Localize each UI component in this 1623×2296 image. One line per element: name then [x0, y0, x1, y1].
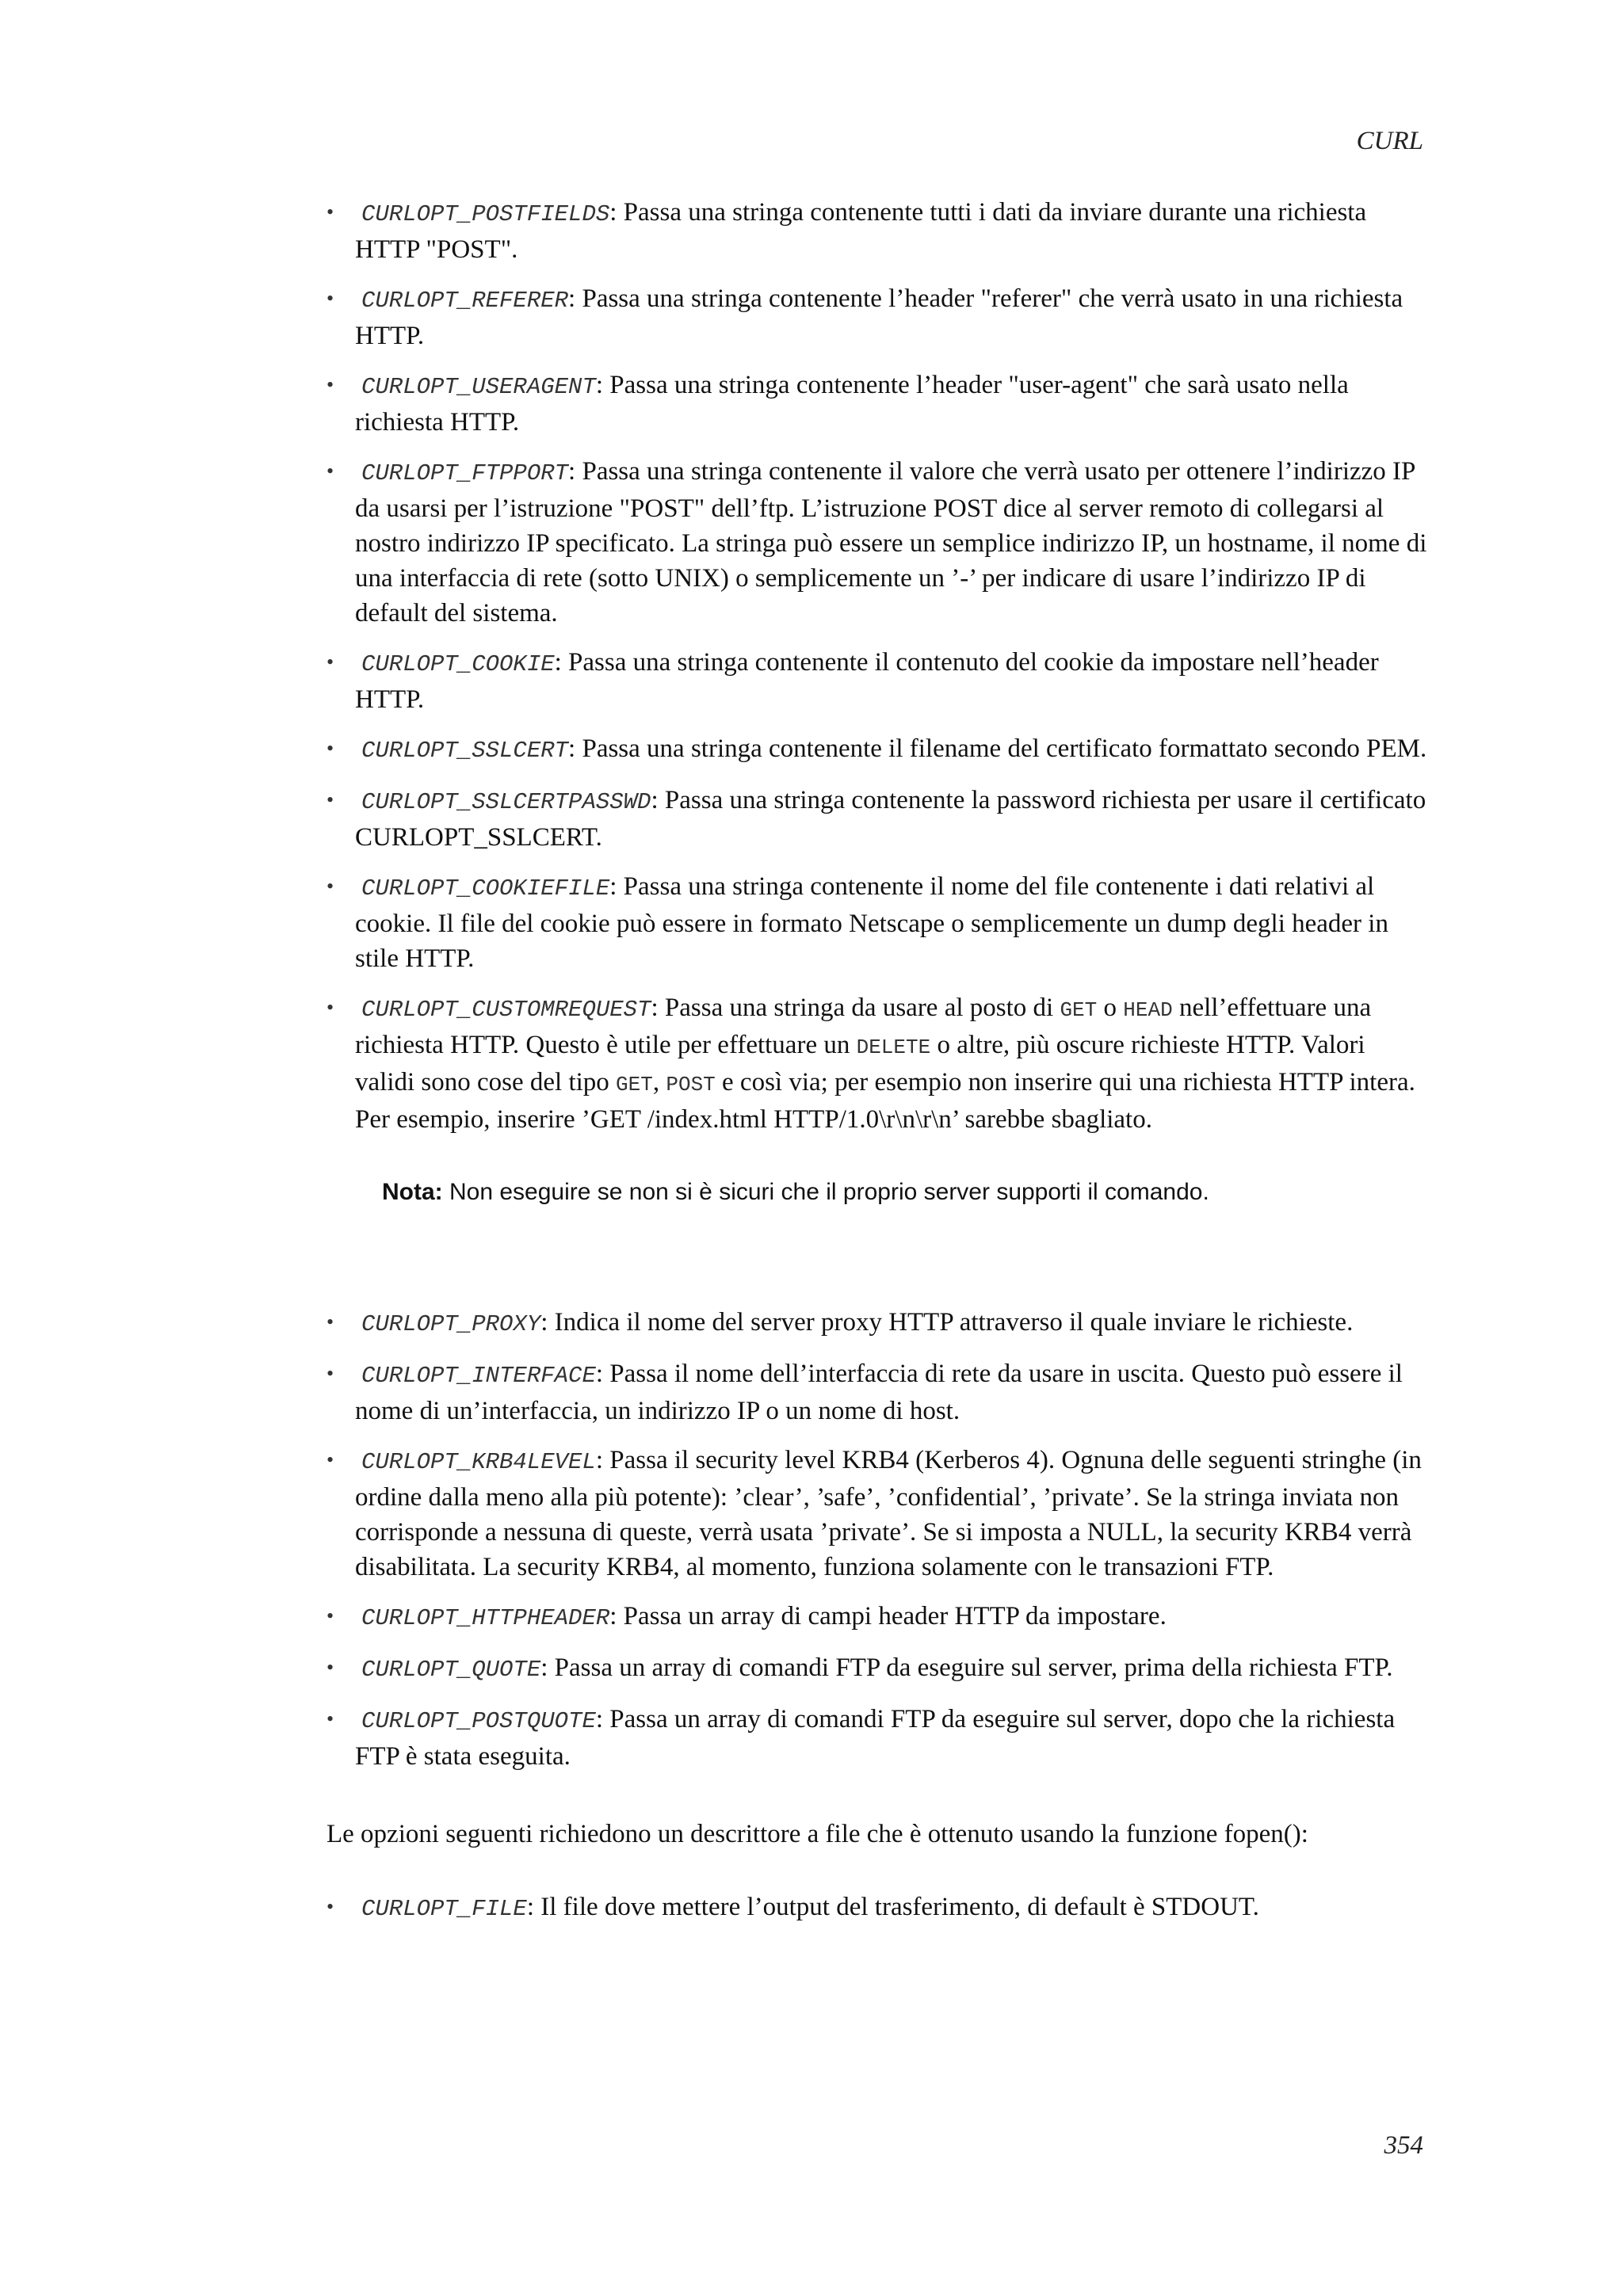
option-name: CURLOPT_SSLCERT	[361, 738, 569, 764]
inline-code: GET	[1060, 998, 1098, 1022]
inline-code: DELETE	[856, 1035, 931, 1059]
bullet-icon: •	[327, 1362, 334, 1385]
option-description: : Passa una stringa contenente la password richiesta per usare il certificato CURLOPT_SSLCERT.	[355, 786, 1426, 852]
option-name: CURLOPT_CUSTOMREQUEST	[361, 997, 651, 1023]
list-item	[327, 1443, 1430, 1585]
option-name: CURLOPT_KRB4LEVEL	[361, 1449, 596, 1475]
option-name: CURLOPT_INTERFACE	[361, 1363, 596, 1389]
inline-code: GET	[616, 1073, 653, 1097]
option-name: CURLOPT_HTTPHEADER	[361, 1605, 610, 1631]
option-description: : Passa il security level KRB4 (Kerberos 4). Ognuna delle seguenti stringhe (in ordine dalla meno alla più potente): ’clear’, ’safe’, ’confidential’, ’private’. Se la stringa inviata non corrisponde a nessuna di queste, verrà usata ’private’. Se si imposta a NULL, la security KRB4 verrà disabilitata. La security KRB4, al momento, funziona solamente con le transazioni FTP.	[355, 1446, 1422, 1581]
option-description: : Il file dove mettere l’output del trasferimento, di default è STDOUT.	[526, 1893, 1259, 1921]
option-name: CURLOPT_PROXY	[361, 1311, 541, 1337]
bullet-icon: •	[327, 1707, 334, 1730]
list-item	[327, 1305, 1430, 1342]
options-list-b	[327, 1305, 1430, 1774]
option-description: : Passa una stringa contenente il filename del certificato formattato secondo PEM.	[568, 734, 1427, 763]
option-description-part: : Passa una stringa da usare al posto di	[651, 994, 1060, 1022]
list-item	[327, 1356, 1430, 1428]
option-description-part: e così via; per esempio non inserire qui una richiesta HTTP intera. Per esempio, inserire ’GET /index.html HTTP/1.0\r\n\r\n’ sarebbe sbagliato.	[355, 1068, 1415, 1134]
bullet-icon: •	[327, 650, 334, 673]
bullet-icon: •	[327, 200, 334, 223]
option-description: : Passa una stringa contenente l’header "user-agent" che sarà usato nella richiesta HTTP.	[355, 371, 1349, 437]
inline-code: HEAD	[1123, 998, 1173, 1022]
list-item	[327, 1702, 1430, 1774]
running-header: CURL	[1356, 127, 1423, 155]
list-item	[327, 195, 1430, 267]
list-item	[327, 783, 1430, 855]
bullet-icon: •	[327, 460, 334, 482]
option-description-part: o	[1097, 994, 1124, 1022]
bullet-icon: •	[327, 1310, 334, 1333]
list-item	[327, 368, 1430, 440]
option-description: : Passa un array di comandi FTP da eseguire sul server, prima della richiesta FTP.	[540, 1653, 1393, 1682]
options-list-a	[327, 195, 1430, 1137]
page-number: 354	[1384, 2131, 1423, 2160]
list-item	[327, 731, 1430, 769]
inline-code: POST	[666, 1073, 716, 1097]
bullet-icon: •	[327, 1656, 334, 1679]
note-label: Nota:	[382, 1179, 443, 1205]
option-name: CURLOPT_FILE	[361, 1896, 527, 1922]
option-name: CURLOPT_QUOTE	[361, 1657, 541, 1683]
list-item	[327, 454, 1430, 631]
option-name: CURLOPT_REFERER	[361, 288, 569, 314]
bullet-icon: •	[327, 1604, 334, 1627]
option-description: : Indica il nome del server proxy HTTP attraverso il quale inviare le richieste.	[540, 1308, 1354, 1337]
bullet-icon: •	[327, 1895, 334, 1918]
note-text: Non eseguire se non si è sicuri che il proprio server supporti il comando.	[442, 1179, 1209, 1205]
bullet-icon: •	[327, 737, 334, 760]
list-item	[327, 1599, 1430, 1636]
option-description: : Passa una stringa contenente il nome del file contenente i dati relativi al cookie. Il file del cookie può essere in formato Netscape o semplicemente un dump degli header in stile HTTP.	[355, 872, 1388, 973]
option-description: : Passa il nome dell’interfaccia di rete da usare in uscita. Questo può essere il nome di un’interfaccia, un indirizzo IP o un nome di host.	[355, 1360, 1403, 1425]
list-item	[327, 281, 1430, 353]
options-list-c	[327, 1890, 1430, 1927]
note-box	[382, 1177, 1430, 1208]
bullet-icon: •	[327, 996, 334, 1019]
page-content	[327, 195, 1430, 1941]
bullet-icon: •	[327, 875, 334, 898]
option-name: CURLOPT_POSTFIELDS	[361, 201, 610, 227]
option-description-part: ,	[652, 1068, 666, 1097]
option-description-part: o altre, più oscure richieste HTTP. Valori validi sono cose del tipo	[355, 1031, 1365, 1097]
list-item	[327, 1650, 1430, 1688]
option-description: : Passa un array di comandi FTP da eseguire sul server, dopo che la richiesta FTP è stata eseguita.	[355, 1705, 1396, 1771]
bullet-icon: •	[327, 287, 334, 310]
bullet-icon: •	[327, 788, 334, 811]
body-paragraph: Le opzioni seguenti richiedono un descrittore a file che è ottenuto usando la funzione fopen():	[327, 1820, 1308, 1848]
option-description-part: nell’effettuare una richiesta HTTP. Questo è utile per effettuare un	[355, 994, 1372, 1059]
option-name: CURLOPT_POSTQUOTE	[361, 1708, 596, 1734]
list-item	[327, 990, 1430, 1137]
list-item	[327, 645, 1430, 717]
option-description: : Passa una stringa contenente tutti i dati da inviare durante una richiesta HTTP "POST".	[355, 198, 1367, 264]
bullet-icon: •	[327, 373, 334, 396]
option-description: : Passa un array di campi header HTTP da impostare.	[609, 1602, 1167, 1630]
option-name: CURLOPT_COOKIE	[361, 651, 555, 677]
list-item	[327, 869, 1430, 976]
option-description: : Passa una stringa contenente il contenuto del cookie da impostare nell’header HTTP.	[355, 648, 1379, 714]
list-item	[327, 1890, 1430, 1927]
bullet-icon: •	[327, 1448, 334, 1471]
option-description: : Passa una stringa contenente l’header "referer" che verrà usato in una richiesta HTTP.	[355, 284, 1403, 350]
option-name: CURLOPT_USERAGENT	[361, 374, 596, 400]
option-name: CURLOPT_SSLCERTPASSWD	[361, 789, 651, 815]
option-name: CURLOPT_FTPPORT	[361, 460, 569, 486]
option-description: : Passa una stringa contenente il valore che verrà usato per ottenere l’indirizzo IP da usarsi per l’istruzione "POST" dell’ftp. L’istruzione POST dice al server remoto di collegarsi al nostro indirizzo IP specificato. La stringa può essere un semplice indirizzo IP, un hostname, il nome di una interfaccia di rete (sotto UNIX) o semplicemente un ’-’ per indicare di usare l’indirizzo IP di default del sistema.	[355, 457, 1427, 627]
option-name: CURLOPT_COOKIEFILE	[361, 875, 610, 902]
